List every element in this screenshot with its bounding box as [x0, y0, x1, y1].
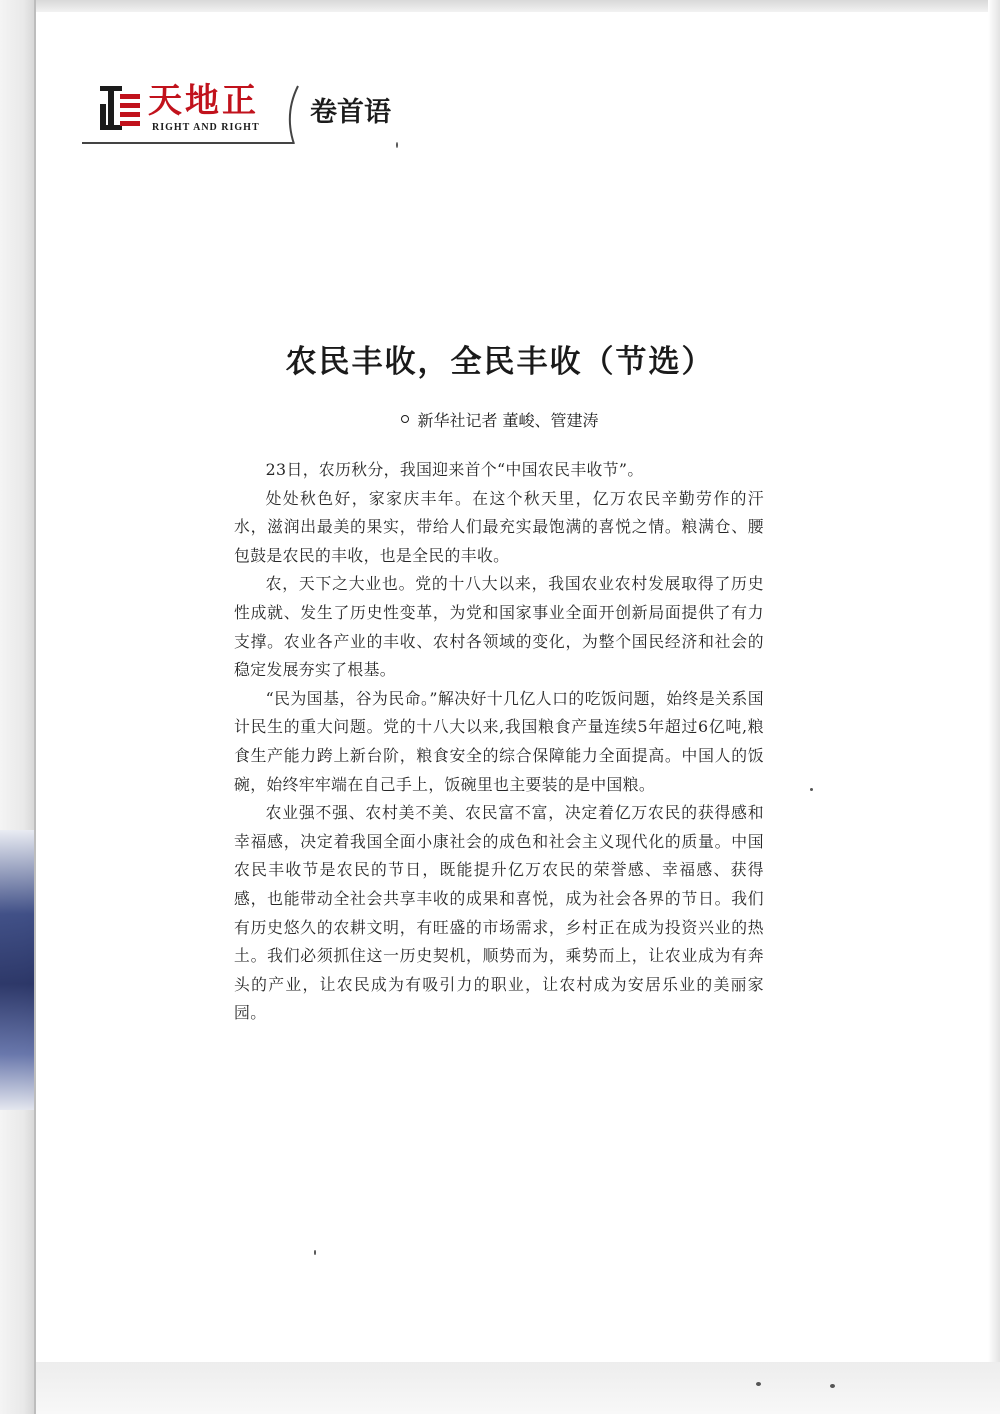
article-title: 农民丰收，全民丰收（节选）: [285, 344, 715, 380]
byline: [0, 408, 1000, 434]
scan-speck: [396, 142, 398, 148]
scan-adjacent-page-strip: [0, 830, 34, 1110]
page-header: [82, 80, 422, 150]
scan-right-margin: [988, 0, 1000, 1414]
scan-bottom-margin: [36, 1362, 1000, 1414]
scan-speck: [756, 1382, 761, 1386]
paragraph: 农业强不强、农村美不美、农民富不富，决定着亿万农民的获得感和幸福感，决定着我国全面小康社会的成色和社会主义现代化的质量。中国农民丰收节是农民的节日，既能提升亿万农民的荣誉感、幸福感、获得感，也能带动全社会共享丰收的成果和喜悦，成为社会各界的节日。我们有历史悠久的农耕文明，有旺盛的市场需求，乡村正在成为投资兴业的热土。我们必须抓住这一历史契机，顺势而为，乘势而上，让农业成为有奔头的产业，让农民成为有吸引力的职业，让农村成为安居乐业的美丽家园。: [234, 803, 764, 1023]
byline-circle-icon: [401, 415, 409, 423]
scan-speck: [810, 788, 813, 791]
logo-mark-icon: [100, 86, 140, 130]
scan-left-margin: [0, 0, 34, 1414]
paragraph: 农，天下之大业也。党的十八大以来，我国农业农村发展取得了历史性成就、发生了历史性变革，为党和国家事业全面开创新局面提供了有力支撑。农业各产业的丰收、农村各领域的变化，为整个国民经济和社会的稳定发展夯实了根基。: [234, 574, 764, 680]
brand-name: 天地正: [148, 81, 259, 121]
scan-speck: [314, 1250, 316, 1255]
brand-subtitle: RIGHT AND RIGHT: [152, 122, 260, 133]
header-rule: [82, 142, 294, 144]
paragraph: 23日，农历秋分，我国迎来首个“中国农民丰收节”。: [265, 460, 644, 479]
scan-top-margin: [36, 0, 1000, 12]
scan-speck: [830, 1384, 835, 1388]
section-label: 卷首语: [310, 97, 391, 128]
article-body: [234, 456, 764, 1028]
page-edge: [34, 0, 36, 1414]
paragraph: “民为国基，谷为民命。”解决好十几亿人口的吃饭问题，始终是关系国计民生的重大问题。党的十八大以来,我国粮食产量连续5年超过6亿吨,粮食生产能力跨上新台阶，粮食安全的综合保障能力全面提高。中国人的饭碗，始终牢牢端在自己手上，饭碗里也主要装的是中国粮。: [234, 688, 764, 794]
header-divider-arc: [282, 84, 302, 144]
paragraph: 处处秋色好，家家庆丰年。在这个秋天里，亿万农民辛勤劳作的汗水，滋润出最美的果实，带给人们最充实最饱满的喜悦之情。粮满仓、腰包鼓是农民的丰收，也是全民的丰收。: [234, 488, 764, 565]
byline-text: 新华社记者 董峻、管建涛: [417, 411, 599, 430]
